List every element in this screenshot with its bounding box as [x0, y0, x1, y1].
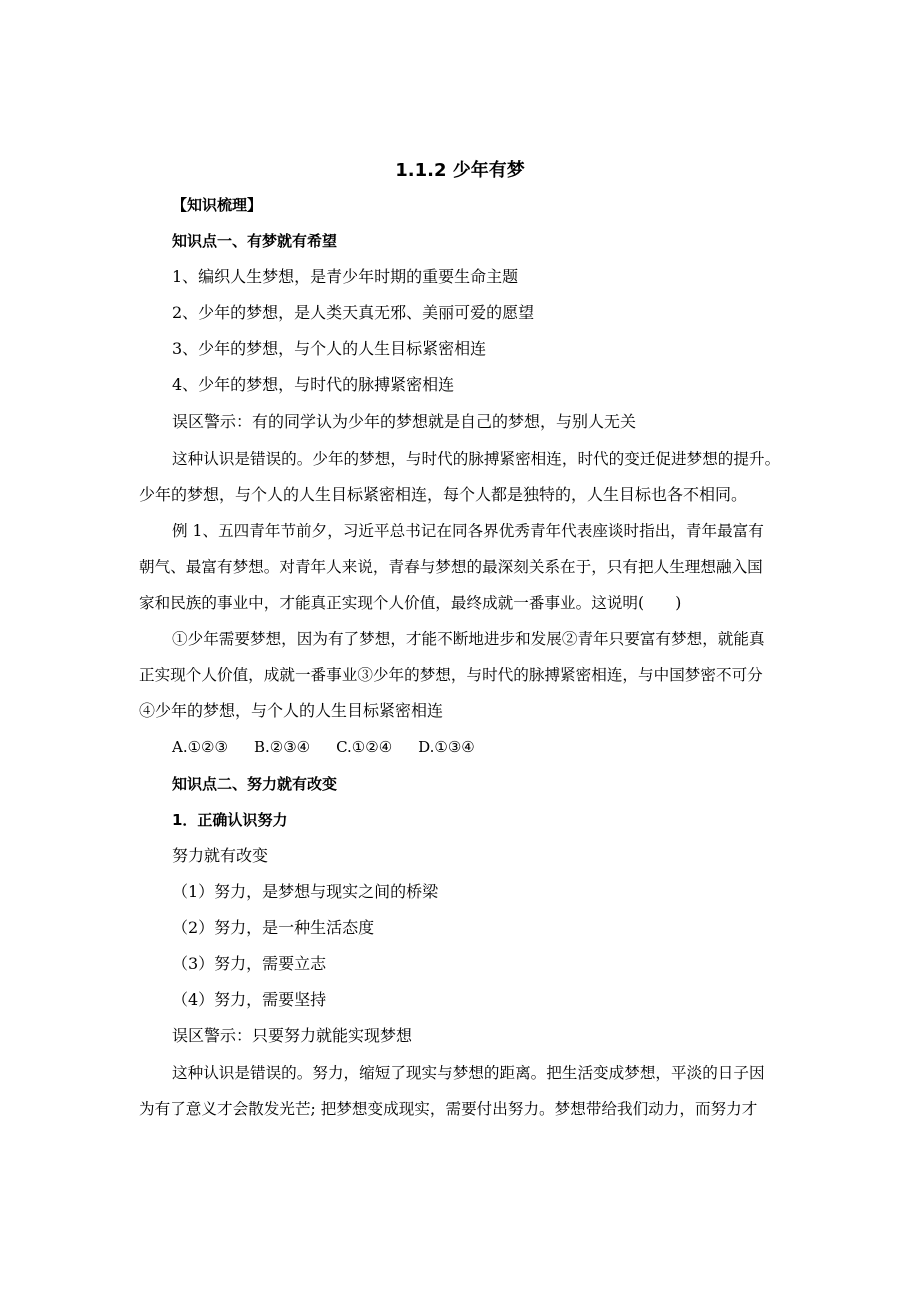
- list-item: （2）努力，是一种生活态度: [172, 918, 375, 937]
- statement-line: 正实现个人价值，成就一番事业③少年的梦想，与时代的脉搏紧密相连，与中国梦密不可分: [139, 666, 763, 684]
- option-b: B.②③④: [253, 738, 311, 756]
- explanation-line: 这种认识是错误的。少年的梦想，与时代的脉搏紧密相连，时代的变迁促进梦想的提升。: [172, 450, 781, 468]
- page-title: 1.1.2 少年有梦: [395, 160, 525, 181]
- misconception-warning: 误区警示：只要努力就能实现梦想: [172, 1026, 413, 1045]
- list-item: 1、编织人生梦想，是青少年时期的重要生命主题: [172, 267, 519, 286]
- explanation-line: 为有了意义才会散发光芒; 把梦想变成现实，需要付出努力。梦想带给我们动力，而努力才: [139, 1100, 758, 1118]
- statement-line: ④少年的梦想，与个人的人生目标紧密相连: [139, 701, 444, 720]
- point1-heading: 知识点一、有梦就有希望: [172, 232, 338, 250]
- point2-heading: 知识点二、努力就有改变: [172, 775, 338, 793]
- point2-subheading: 1．正确认识努力: [172, 811, 288, 829]
- explanation-line: 少年的梦想，与个人的人生目标紧密相连，每个人都是独特的，人生目标也各不相同。: [139, 485, 748, 504]
- answer-options: [172, 737, 501, 757]
- example-line: 家和民族的事业中，才能真正实现个人价值，最终成就一番事业。这说明( ): [139, 594, 682, 612]
- list-item: （1）努力，是梦想与现实之间的桥梁: [172, 882, 439, 901]
- list-item: 3、少年的梦想，与个人的人生目标紧密相连: [172, 339, 487, 358]
- option-c: C.①②④: [336, 738, 393, 756]
- statement-line: ①少年需要梦想，因为有了梦想，才能不断地进步和发展②青年只要富有梦想，就能真: [172, 630, 765, 648]
- list-item: （3）努力，需要立志: [172, 954, 327, 973]
- misconception-warning: 误区警示：有的同学认为少年的梦想就是自己的梦想，与别人无关: [172, 412, 637, 431]
- list-item: 4、少年的梦想，与时代的脉搏紧密相连: [172, 375, 455, 394]
- list-item: 2、少年的梦想，是人类天真无邪、美丽可爱的愿望: [172, 303, 535, 322]
- option-a: A.①②③: [172, 738, 228, 756]
- explanation-line: 这种认识是错误的。努力，缩短了现实与梦想的距离。把生活变成梦想，平淡的日子因: [172, 1064, 765, 1082]
- list-item: （4）努力，需要坚持: [172, 990, 327, 1009]
- example-line: 朝气、最富有梦想。对青年人来说，青春与梦想的最深刻关系在于，只有把人生理想融入国: [139, 558, 763, 576]
- section-header: 【知识梳理】: [172, 196, 263, 214]
- example-line: 例 1、五四青年节前夕，习近平总书记在同各界优秀青年代表座谈时指出，青年最富有: [172, 522, 764, 540]
- option-d: D.①③④: [418, 738, 475, 756]
- point2-intro: 努力就有改变: [172, 846, 269, 865]
